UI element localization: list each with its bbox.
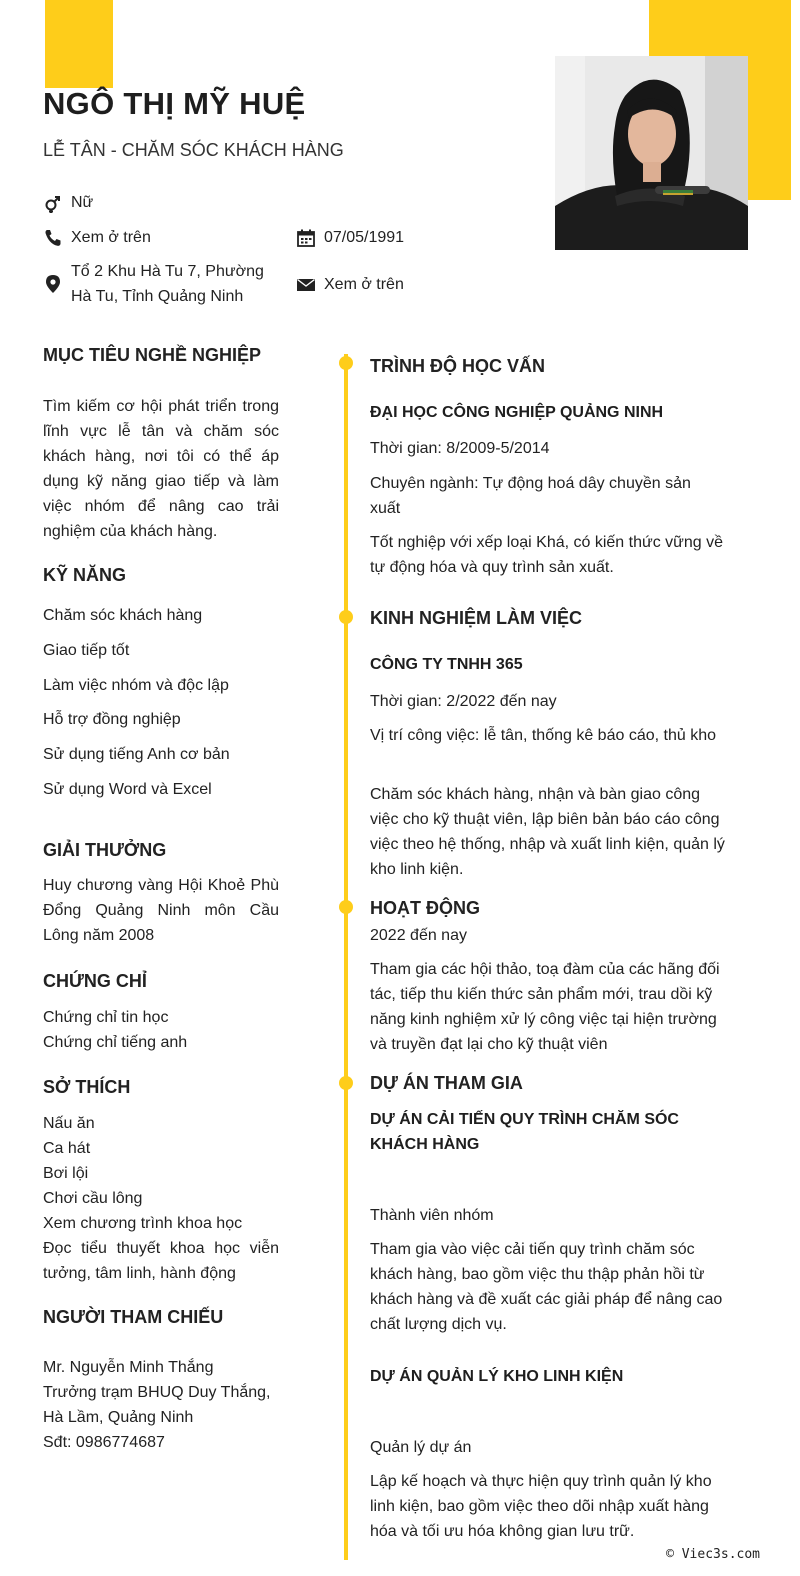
address-line-1: Tổ 2 Khu Hà Tu 7, Phường: [71, 263, 264, 280]
email-value: Xem ở trên: [324, 276, 404, 293]
education-time: Thời gian: 8/2009-5/2014: [370, 440, 550, 457]
experience-company: CÔNG TY TNHH 365: [370, 656, 523, 673]
project-name: DỰ ÁN QUẢN LÝ KHO LINH KIỆN: [370, 1368, 624, 1385]
accent-block-left: [45, 0, 113, 88]
activities-description: Tham gia các hội thảo, toạ đàm của các hãng đối tác, tiếp thu kiến thức sản phẩm mới, trau dồi kỹ năng kinh nghiệm xử lý công việc tại hiện trường và truyền đạt lại cho kỹ thuật viên: [370, 961, 720, 1053]
experience-description: Chăm sóc khách hàng, nhận và bàn giao công việc cho kỹ thuật viên, lập biên bản báo cáo công việc theo hệ thống, nhập và xuất linh kiện, quản lý kho linh kiện.: [370, 786, 725, 878]
gender-value: Nữ: [71, 194, 94, 211]
project-description: Lập kế hoạch và thực hiện quy trình quản lý kho linh kiện, bao gồm việc theo dõi nhập xuất hàng hóa và tối ưu hóa không gian lưu trữ.: [370, 1473, 712, 1540]
location-pin-icon: [43, 274, 63, 294]
education-description: Tốt nghiệp với xếp loại Khá, có kiến thức vững về tự động hóa và quy trình sản xuất.: [370, 534, 723, 576]
education-school: ĐẠI HỌC CÔNG NGHIỆP QUẢNG NINH: [370, 404, 664, 421]
phone-value: Xem ở trên: [71, 229, 151, 246]
project-role: Thành viên nhóm: [370, 1207, 494, 1224]
certificates-heading: CHỨNG CHỈ: [43, 971, 147, 991]
hobby-item: Ca hát: [43, 1140, 91, 1157]
certificate-item: Chứng chỉ tiếng anh: [43, 1034, 188, 1051]
skills-list: [43, 603, 303, 812]
references-block: [43, 1355, 303, 1455]
reference-position: Trưởng trạm BHUQ Duy Thắng,: [43, 1384, 271, 1401]
reference-location: Hà Lầm, Quảng Ninh: [43, 1409, 194, 1426]
candidate-name: NGÔ THỊ MỸ HUỆ: [43, 86, 306, 121]
project-description: Tham gia vào việc cải tiến quy trình chăm sóc khách hàng, bao gồm việc thu thập phản hồi từ khách hàng và đề xuất các giải pháp để nâng cao chất lượng dịch vụ.: [370, 1241, 723, 1333]
hobby-item: Bơi lội: [43, 1165, 89, 1182]
objective-heading: MỤC TIÊU NGHỀ NGHIỆP: [43, 345, 262, 365]
project-name: DỰ ÁN CẢI TIẾN QUY TRÌNH CHĂM SÓC KHÁCH HÀNG: [370, 1111, 679, 1153]
hobby-item: Xem chương trình khoa học: [43, 1215, 243, 1232]
timeline-dot: [339, 900, 353, 914]
certificate-item: Chứng chỉ tin học: [43, 1009, 169, 1026]
timeline-dot: [339, 1076, 353, 1090]
experience-heading: KINH NGHIỆM LÀM VIỆC: [370, 608, 583, 628]
objective-text: Tìm kiếm cơ hội phát triển trong lĩnh vực lễ tân và chăm sóc khách hàng, nơi tôi có thể áp dụng kỹ năng giao tiếp và làm việc nhóm để nâng cao trải nghiệm của khách hàng.: [43, 398, 279, 540]
hobbies-list: [43, 1111, 279, 1286]
phone-icon: [43, 228, 63, 248]
education-major: Chuyên ngành: Tự động hoá dây chuyền sản xuất: [370, 475, 691, 517]
gender-icon: [43, 193, 63, 213]
skill-item: Giao tiếp tốt: [43, 642, 130, 659]
hobby-item: Nấu ăn: [43, 1115, 95, 1132]
birthday-value: 07/05/1991: [324, 229, 405, 246]
hobbies-heading: SỞ THÍCH: [43, 1077, 131, 1097]
timeline-dot: [339, 610, 353, 624]
activities-heading: HOẠT ĐỘNG: [370, 898, 480, 918]
envelope-icon: [296, 275, 316, 295]
awards-heading: GIẢI THƯỞNG: [43, 840, 167, 860]
hobby-item: Chơi cầu lông: [43, 1190, 143, 1207]
skill-item: Chăm sóc khách hàng: [43, 607, 203, 624]
job-title: LỄ TÂN - CHĂM SÓC KHÁCH HÀNG: [43, 140, 344, 160]
timeline-dot: [339, 356, 353, 370]
references-heading: NGƯỜI THAM CHIẾU: [43, 1307, 224, 1327]
portrait-image: [555, 56, 748, 250]
skill-item: Hỗ trợ đồng nghiệp: [43, 711, 181, 728]
skill-item: Làm việc nhóm và độc lập: [43, 677, 229, 694]
awards-text: Huy chương vàng Hội Khoẻ Phù Đổng Quảng Ninh môn Cầu Lông năm 2008: [43, 877, 279, 944]
timeline-line: [344, 354, 348, 1560]
reference-name: Mr. Nguyễn Minh Thắng: [43, 1359, 214, 1376]
skill-item: Sử dụng tiếng Anh cơ bản: [43, 746, 230, 763]
experience-position: Vị trí công việc: lễ tân, thống kê báo cáo, thủ kho: [370, 727, 716, 744]
hobby-item: Đọc tiểu thuyết khoa học viễn tưởng, tâm linh, hành động: [43, 1240, 279, 1282]
skills-heading: KỸ NĂNG: [43, 565, 127, 585]
profile-photo: [555, 56, 748, 250]
certificates-list: [43, 1005, 187, 1055]
reference-phone: Sđt: 0986774687: [43, 1434, 165, 1451]
experience-time: Thời gian: 2/2022 đến nay: [370, 693, 557, 710]
calendar-icon: [296, 228, 316, 248]
watermark: © Viec3s.com: [666, 1547, 760, 1562]
skill-item: Sử dụng Word và Excel: [43, 781, 212, 798]
activities-time: 2022 đến nay: [370, 927, 467, 944]
education-heading: TRÌNH ĐỘ HỌC VẤN: [370, 356, 545, 376]
project-role: Quản lý dự án: [370, 1439, 472, 1456]
address-line-2: Hà Tu, Tỉnh Quảng Ninh: [71, 288, 244, 305]
projects-heading: DỰ ÁN THAM GIA: [370, 1073, 523, 1093]
